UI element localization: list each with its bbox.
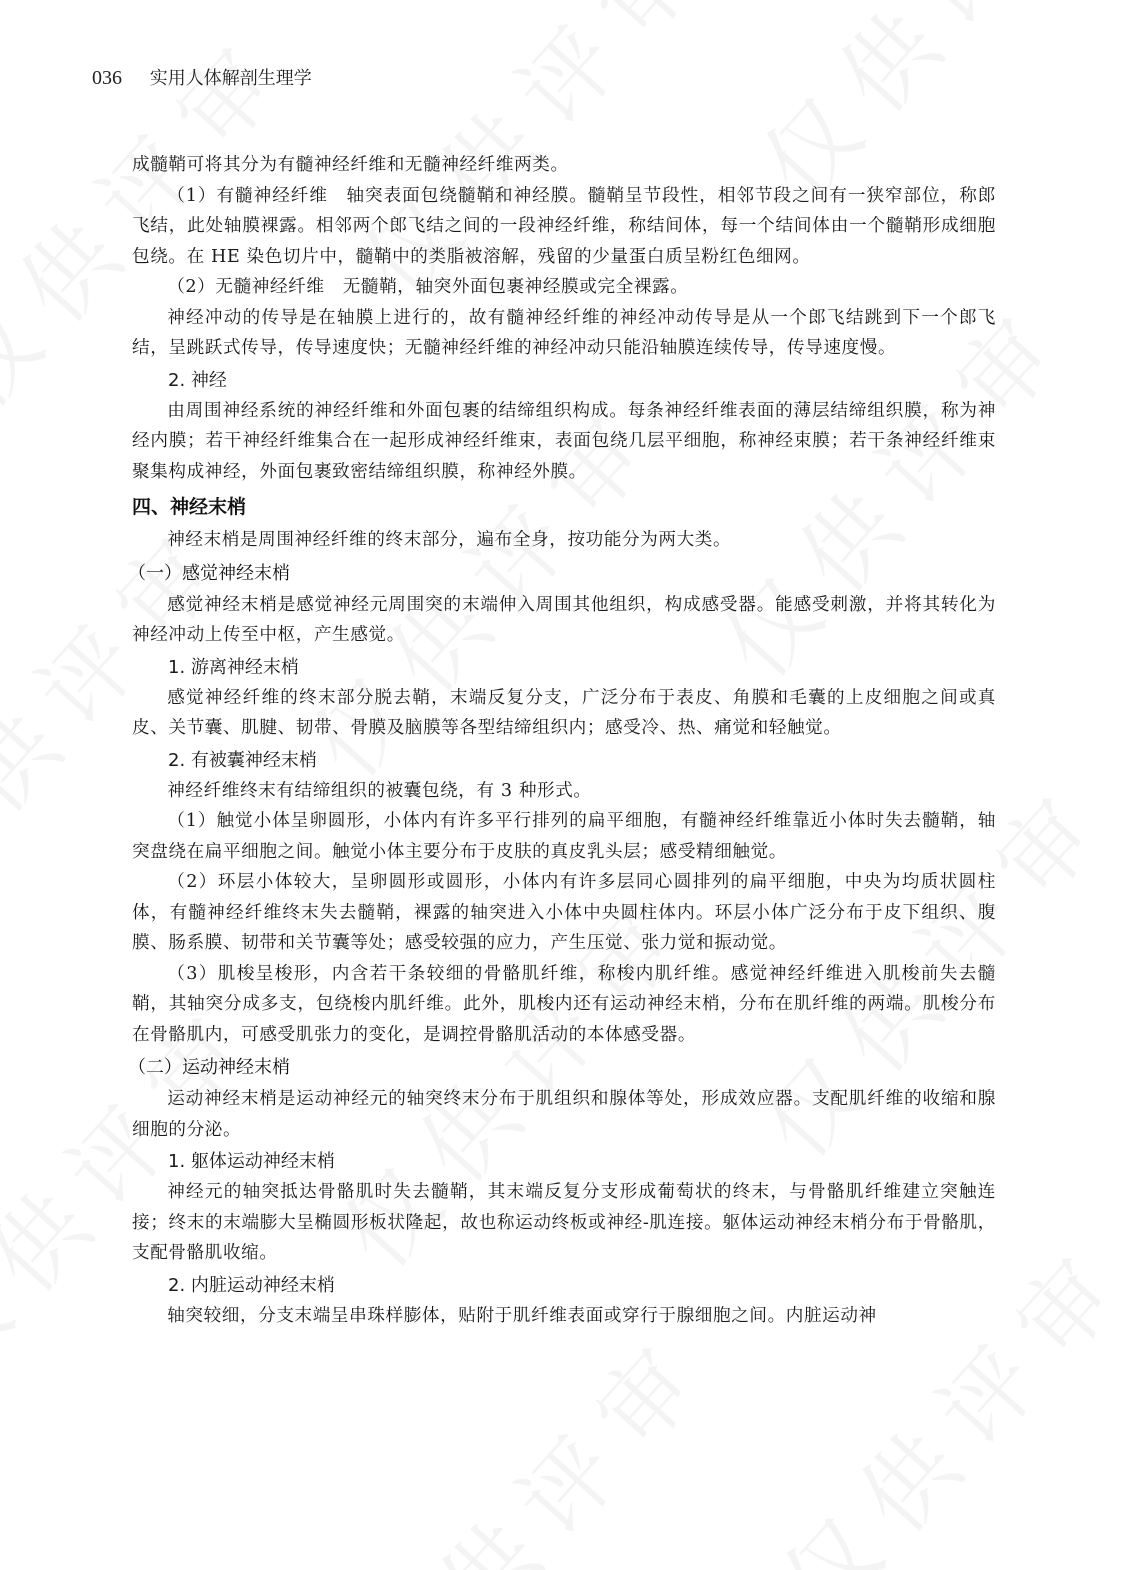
subsection-heading: 2. 内脏运动神经末梢	[168, 1274, 335, 1296]
book-title: 实用人体解剖生理学	[149, 68, 312, 89]
body-paragraph: （1）触觉小体呈卵圆形，小体内有许多平行排列的扁平细胞，有髓神经纤维靠近小体时失去髓鞘，轴突盘绕在扁平细胞之间。触觉小体主要分布于皮肤的真皮乳头层；感受精细触觉。	[132, 811, 996, 862]
body-paragraph: 神经元的轴突抵达骨骼肌时失去髓鞘，其末端反复分支形成葡萄状的终末，与骨骼肌纤维建立突触连接；终末的末端膨大呈椭圆形板状隆起，故也称运动终板或神经-肌连接。躯体运动神经末梢分布于骨骼肌，支配骨骼肌收缩。	[132, 1182, 996, 1263]
body-paragraph: （3）肌梭呈梭形，内含若干条较细的骨骼肌纤维，称梭内肌纤维。感觉神经纤维进入肌梭前失去髓鞘，其轴突分成多支，包绕梭内肌纤维。此外，肌梭内还有运动神经末梢，分布在肌纤维的两端。肌梭分布在骨骼肌内，可感受肌张力的变化，是调控骨骼肌活动的本体感受器。	[132, 963, 996, 1045]
subsection-title: （一）感觉神经末梢	[128, 562, 290, 584]
subsection-heading: 1. 躯体运动神经末梢	[168, 1151, 335, 1172]
body-paragraph: 神经纤维终末有结缔组织的被囊包绕，有 3 种形式。	[167, 780, 592, 801]
page-body	[128, 150, 996, 1331]
body-paragraph: （1）有髓神经纤维 轴突表面包绕髓鞘和神经膜。髓鞘呈节段性，相邻节段之间有一狭窄部位，称郎飞结，此处轴膜裸露。相邻两个郎飞结之间的一段神经纤维，称结间体，每一个结间体由一个髓鞘形成细胞包绕。在 HE 染色切片中，髓鞘中的类脂被溶解，残留的少量蛋白质呈粉红色细网。	[132, 185, 996, 267]
body-paragraph: 神经末梢是周围神经纤维的终末部分，遍布全身，按功能分为两大类。	[167, 530, 732, 550]
subsection-title: （二）运动神经末梢	[128, 1057, 290, 1078]
body-paragraph: 由周围神经系统的神经纤维和外面包裹的结缔组织构成。每条神经纤维表面的薄层结缔组织膜，称为神经内膜；若干神经纤维集合在一起形成神经纤维束，表面包绕几层平细胞，称神经束膜；若干条神经纤维束聚集构成神经，外面包裹致密结缔组织膜，称神经外膜。	[132, 400, 996, 482]
page-number: 036	[92, 67, 122, 89]
body-paragraph: 感觉神经末梢是感觉神经元周围突的末端伸入周围其他组织，构成感受器。能感受刺激，并将其转化为神经冲动上传至中枢，产生感觉。	[132, 594, 996, 645]
subsection-heading: 2. 有被囊神经末梢	[168, 749, 317, 771]
body-paragraph: 感觉神经纤维的终末部分脱去鞘，末端反复分支，广泛分布于表皮、角膜和毛囊的上皮细胞之间或真皮、关节囊、肌腱、韧带、骨膜及脑膜等各型结缔组织内；感受冷、热、痛觉和轻触觉。	[132, 687, 996, 738]
body-paragraph: 运动神经末梢是运动神经元的轴突终末分布于肌组织和腺体等处，形成效应器。支配肌纤维的收缩和腺细胞的分泌。	[132, 1089, 996, 1140]
body-paragraph: （2）环层小体较大，呈卵圆形或圆形，小体内有许多层同心圆排列的扁平细胞，中央为均质状圆柱体，有髓神经纤维终末失去髓鞘，裸露的轴突进入小体中央圆柱体内。环层小体广泛分布于皮下组织、腹膜、肠系膜、韧带和关节囊等处；感受较强的应力，产生压觉、张力觉和振动觉。	[132, 872, 996, 953]
subsection-heading: 1. 游离神经末梢	[168, 656, 299, 678]
body-paragraph: 成髓鞘可将其分为有髓神经纤维和无髓神经纤维两类。	[132, 155, 569, 175]
section-heading: 四、神经末梢	[132, 496, 247, 518]
page-header	[92, 64, 312, 90]
body-paragraph: （2）无髓神经纤维 无髓鞘，轴突外面包裹神经膜或完全裸露。	[167, 277, 689, 297]
body-paragraph: 神经冲动的传导是在轴膜上进行的，故有髓神经纤维的神经冲动传导是从一个郎飞结跳到下一个郎飞结，呈跳跃式传导，传导速度快；无髓神经纤维的神经冲动只能沿轴膜连续传导，传导速度慢。	[132, 307, 996, 358]
subsection-heading: 2. 神经	[168, 369, 227, 391]
watermark-text	[328, 1299, 737, 1570]
body-paragraph: 轴突较细，分支末端呈串珠样膨体，贴附于肌纤维表面或穿行于腺细胞之间。内脏运动神	[167, 1305, 877, 1326]
